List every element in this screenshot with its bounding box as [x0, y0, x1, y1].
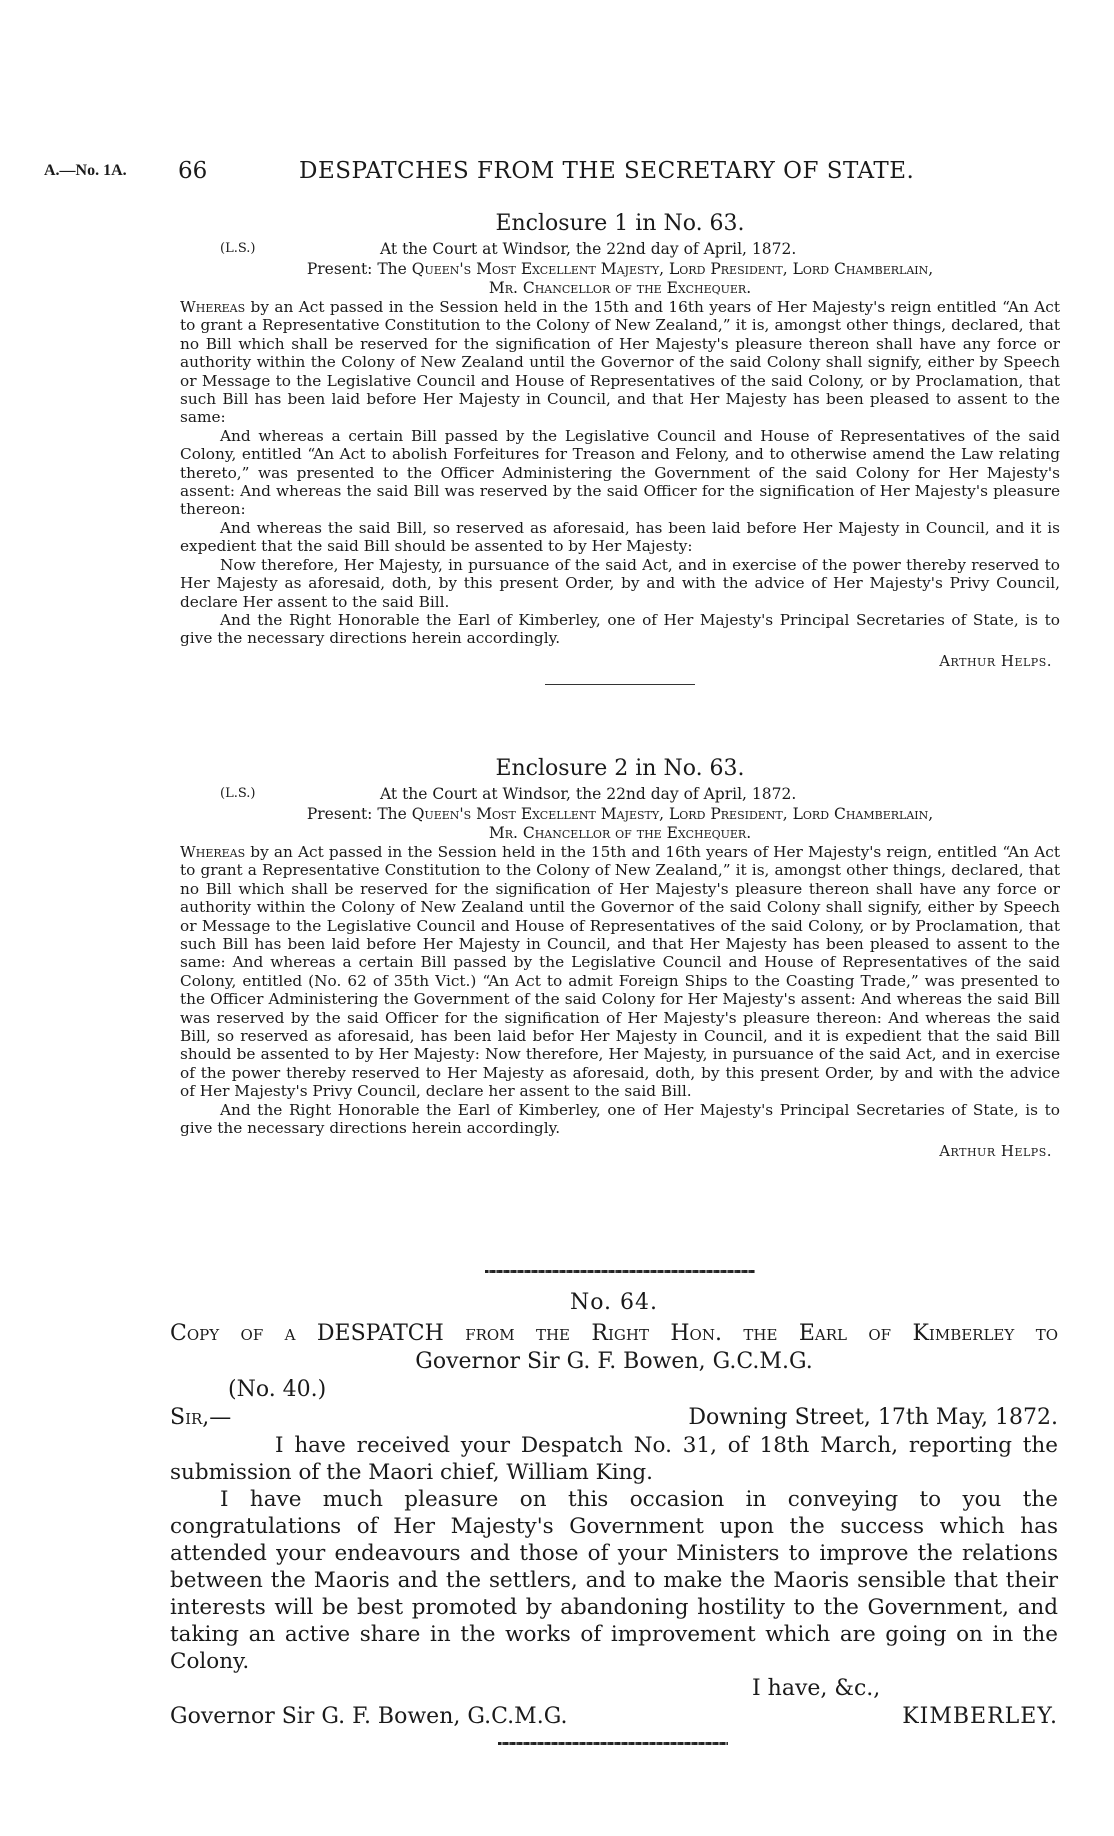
court-date: At the Court at Windsor, the 22nd day of April, 1872. — [380, 785, 797, 803]
paragraph: Now therefore, Her Majesty, in pursuance of the said Act, and in exercise of the power thereby reserved to Her Majesty as aforesaid, doth, by this present Order, by and with the advice of Her Majesty's Privy Council, declare Her assent to the said Bill. — [180, 555, 1060, 611]
page-header — [44, 158, 1054, 188]
enclosure-title: Enclosure 1 in No. 63. — [495, 211, 745, 236]
paper-reference: A.—No. 1A. — [44, 162, 127, 179]
despatch-64 — [170, 1290, 1058, 1731]
paragraph: And the Right Honorable the Earl of Kimberley, one of Her Majesty's Principal Secretaries of State, is to give the necessary directions herein accordingly. — [180, 1100, 1060, 1138]
seal-mark: (L.S.) — [220, 241, 256, 256]
despatch-ref: (No. 40.) — [228, 1377, 327, 1402]
enclosure-title: Enclosure 2 in No. 63. — [495, 756, 745, 781]
signature: Arthur Helps. — [939, 1141, 1052, 1160]
court-date: At the Court at Windsor, the 22nd day of April, 1872. — [380, 240, 797, 258]
ornamental-rule — [485, 1270, 755, 1273]
addressee-row — [170, 1703, 1058, 1731]
paragraph: I have received your Despatch No. 31, of 18th March, reporting the submission of the Maori chief, William King. — [170, 1433, 1058, 1485]
divider — [545, 684, 695, 685]
paragraph: And whereas the said Bill, so reserved as aforesaid, has been laid before Her Majesty in Council, and it is expedient that the said Bill should be assented to by Her Majesty: — [180, 518, 1060, 556]
court-line — [180, 238, 1060, 260]
place-date: Downing Street, 17th May, 1872. — [688, 1405, 1058, 1430]
despatch-number: No. 64. — [569, 1290, 659, 1315]
present-line: Present: The Queen's Most Excellent Majesty, Lord President, Lord Chamberlain, — [306, 260, 934, 278]
despatch-heading-2: Governor Sir G. F. Bowen, G.C.M.G. — [415, 1349, 813, 1374]
enclosure-1 — [180, 210, 1060, 705]
paragraph: And the Right Honorable the Earl of Kimberley, one of Her Majesty's Principal Secretaries of State, is to give the necessary directions herein accordingly. — [180, 610, 1060, 648]
present-line-2: Mr. Chancellor of the Exchequer. — [488, 824, 752, 842]
court-line — [180, 783, 1060, 805]
salutation-row — [170, 1404, 1058, 1432]
closing-row — [170, 1675, 1058, 1703]
signature: KIMBERLEY. — [902, 1704, 1058, 1729]
addressee: Governor Sir G. F. Bowen, G.C.M.G. — [170, 1704, 568, 1729]
present-line-2: Mr. Chancellor of the Exchequer. — [488, 279, 752, 297]
seal-mark: (L.S.) — [220, 786, 256, 801]
enclosure-2 — [180, 755, 1060, 1160]
paragraph: And whereas a certain Bill passed by the Legislative Council and House of Representatives of the said Colony, entitled “An Act to abolish Forfeitures for Treason and Felony, and to otherwise amend the Law relating thereto,” was presented to the Officer Administering the Government of the said Colony for Her Majesty's assent: And whereas the said Bill was reserved by the said Officer for the signification of Her Majesty's pleasure thereon: — [180, 426, 1060, 519]
paragraph: Whereas by an Act passed in the Session held in the 15th and 16th years of Her Majesty's reign, entitled “An Act to grant a Representative Constitution to the Colony of New Zealand,” it is, amongst other things, declared, that no Bill which shall be reserved for the signification of Her Majesty's pleasure thereon shall have any force or authority within the Colony of New Zealand until the Governor of the said Colony shall signify, either by Speech or Message to the Legislative Council and House of Representatives of the said Colony, or by Proclamation, that such Bill has been laid before Her Majesty in Council, and that Her Majesty has been pleased to assent to the same: And whereas a certain Bill passed by the Legislative Council and House of Representatives of the said Colony, entitled (No. 62 of 35th Vict.) “An Act to admit Foreign Ships to the Coasting Trade,” was presented to the Officer Administering the Government of the said Colony for Her Majesty's assent: And whereas the said Bill was reserved by the said Officer for the signification of Her Majesty's pleasure thereon: And whereas the said Bill, so reserved as aforesaid, has been laid befor Her Majesty in Council, and it is expedient that the said Bill should be assented to by Her Majesty: Now therefore, Her Majesty, in pursuance of the said Act, and in exercise of the power thereby reserved to Her Majesty as aforesaid, doth, by this present Order, by and with the advice of Her Majesty's Privy Council, declare her assent to the said Bill. — [180, 843, 1060, 1101]
paragraph: I have much pleasure on this occasion in conveying to you the congratulations of Her Majesty's Government upon the success which has attended your endeavours and those of your Ministers to improve the relations between the Maoris and the settlers, and to make the Maoris sensible that their interests will be best promoted by abandoning hostility to the Government, and taking an active share in the works of improvement which are going on in the Colony. — [170, 1487, 1058, 1674]
order-text — [180, 843, 1060, 1138]
present-line: Present: The Queen's Most Excellent Majesty, Lord President, Lord Chamberlain, — [306, 805, 934, 823]
salutation: Sir,— — [170, 1405, 232, 1430]
paragraph: Whereas by an Act passed in the Session held in the 15th and 16th years of Her Majesty's reign entitled “An Act to grant a Representative Constitution to the Colony of New Zealand,” it is, amongst other things, declared, that no Bill which shall be reserved for the signification of Her Majesty's pleasure thereon shall have any force or authority within the Colony of New Zealand until the Governor of the said Colony shall signify, either by Speech or Message to the Legislative Council and House of Representatives of the said Colony, or by Proclamation, that such Bill has been laid before Her Majesty in Council, and that Her Majesty has been pleased to assent to the same: — [180, 298, 1060, 427]
running-title: DESPATCHES FROM THE SECRETARY OF STATE. — [299, 158, 915, 184]
despatch-heading: Copy of a DESPATCH from the Right Hon. the Earl of Kimberley to — [170, 1321, 1058, 1346]
ornamental-rule — [498, 1742, 728, 1745]
order-text — [180, 298, 1060, 648]
page-number: 66 — [178, 158, 208, 184]
signature: Arthur Helps. — [939, 651, 1052, 670]
closing: I have, &c., — [752, 1676, 881, 1701]
